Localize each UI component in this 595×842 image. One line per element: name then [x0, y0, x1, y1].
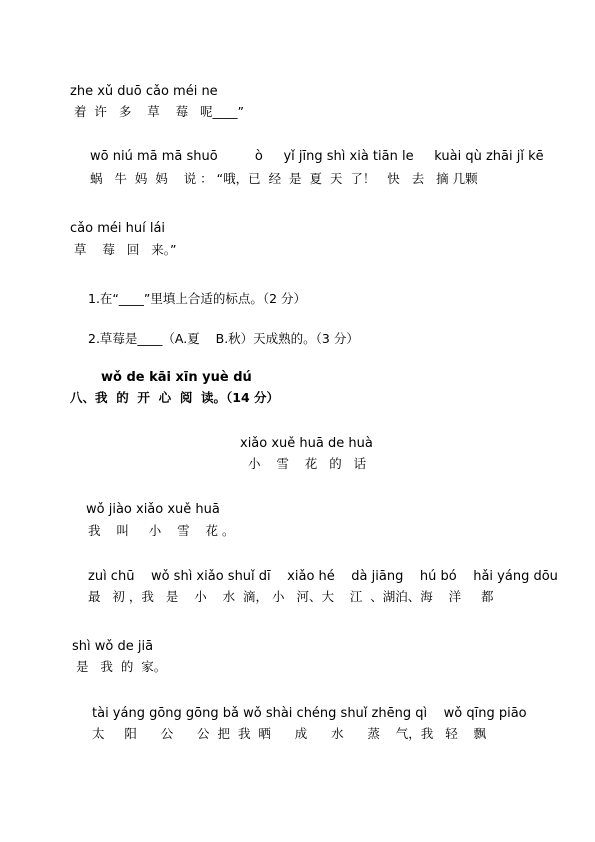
poem-line4-hanzi: 太 阳 公 公 把 我 晒 成 水 蒸 气，我 轻 飘 — [92, 726, 487, 741]
passage-line3-hanzi: 草 莓 回 来。” — [70, 242, 177, 257]
passage-line1-hanzi: 着 许 多 草 莓 呢____” — [70, 104, 245, 119]
question-1: 1.在“____”里填上合适的标点。（2 分） — [88, 291, 307, 306]
poem-line4-pinyin: tài yáng gōng gōng bǎ wǒ shài chéng shuǐ zhēng qì wǒ qīng piāo — [92, 706, 527, 721]
poem-line1-pinyin: wǒ jiào xiǎo xuě huā — [86, 502, 220, 517]
poem-line3-hanzi: 是 我 的 家。 — [72, 659, 167, 674]
section-8-heading: 八、我 的 开 心 阅 读。（14 分） — [70, 390, 280, 405]
passage-line3-pinyin: cǎo méi huí lái — [70, 221, 166, 236]
passage-line2-pinyin: wō niú mā mā shuō ò yǐ jīng shì xià tiān le kuài qù zhāi jǐ kē — [90, 149, 544, 164]
poem-title-pinyin: xiǎo xuě huā de huà — [240, 436, 373, 451]
question-2: 2.草莓是____（A.夏 B.秋）天成熟的。（3 分） — [88, 331, 359, 346]
passage-line2-hanzi: 蜗 牛 妈 妈 说 ： “哦，已 经 是 夏 天 了！ 快 去 摘 几颗 — [90, 171, 478, 186]
poem-line2-pinyin: zuì chū wǒ shì xiǎo shuǐ dī xiǎo hé dà jiāng hú bó hǎi yáng dōu — [88, 569, 558, 584]
section-8-pinyin: wǒ de kāi xīn yuè dú — [101, 370, 252, 385]
passage-line1-pinyin: zhe xǔ duō cǎo méi ne — [70, 84, 218, 99]
poem-line1-hanzi: 我 叫 小 雪 花 。 — [88, 523, 235, 538]
poem-line3-pinyin: shì wǒ de jiā — [72, 639, 154, 654]
poem-line2-hanzi: 最 初 ，我 是 小 水 滴， 小 河、大 江 、湖泊、海 洋 都 — [88, 589, 494, 604]
poem-title-hanzi: 小 雪 花 的 话 — [248, 456, 367, 471]
